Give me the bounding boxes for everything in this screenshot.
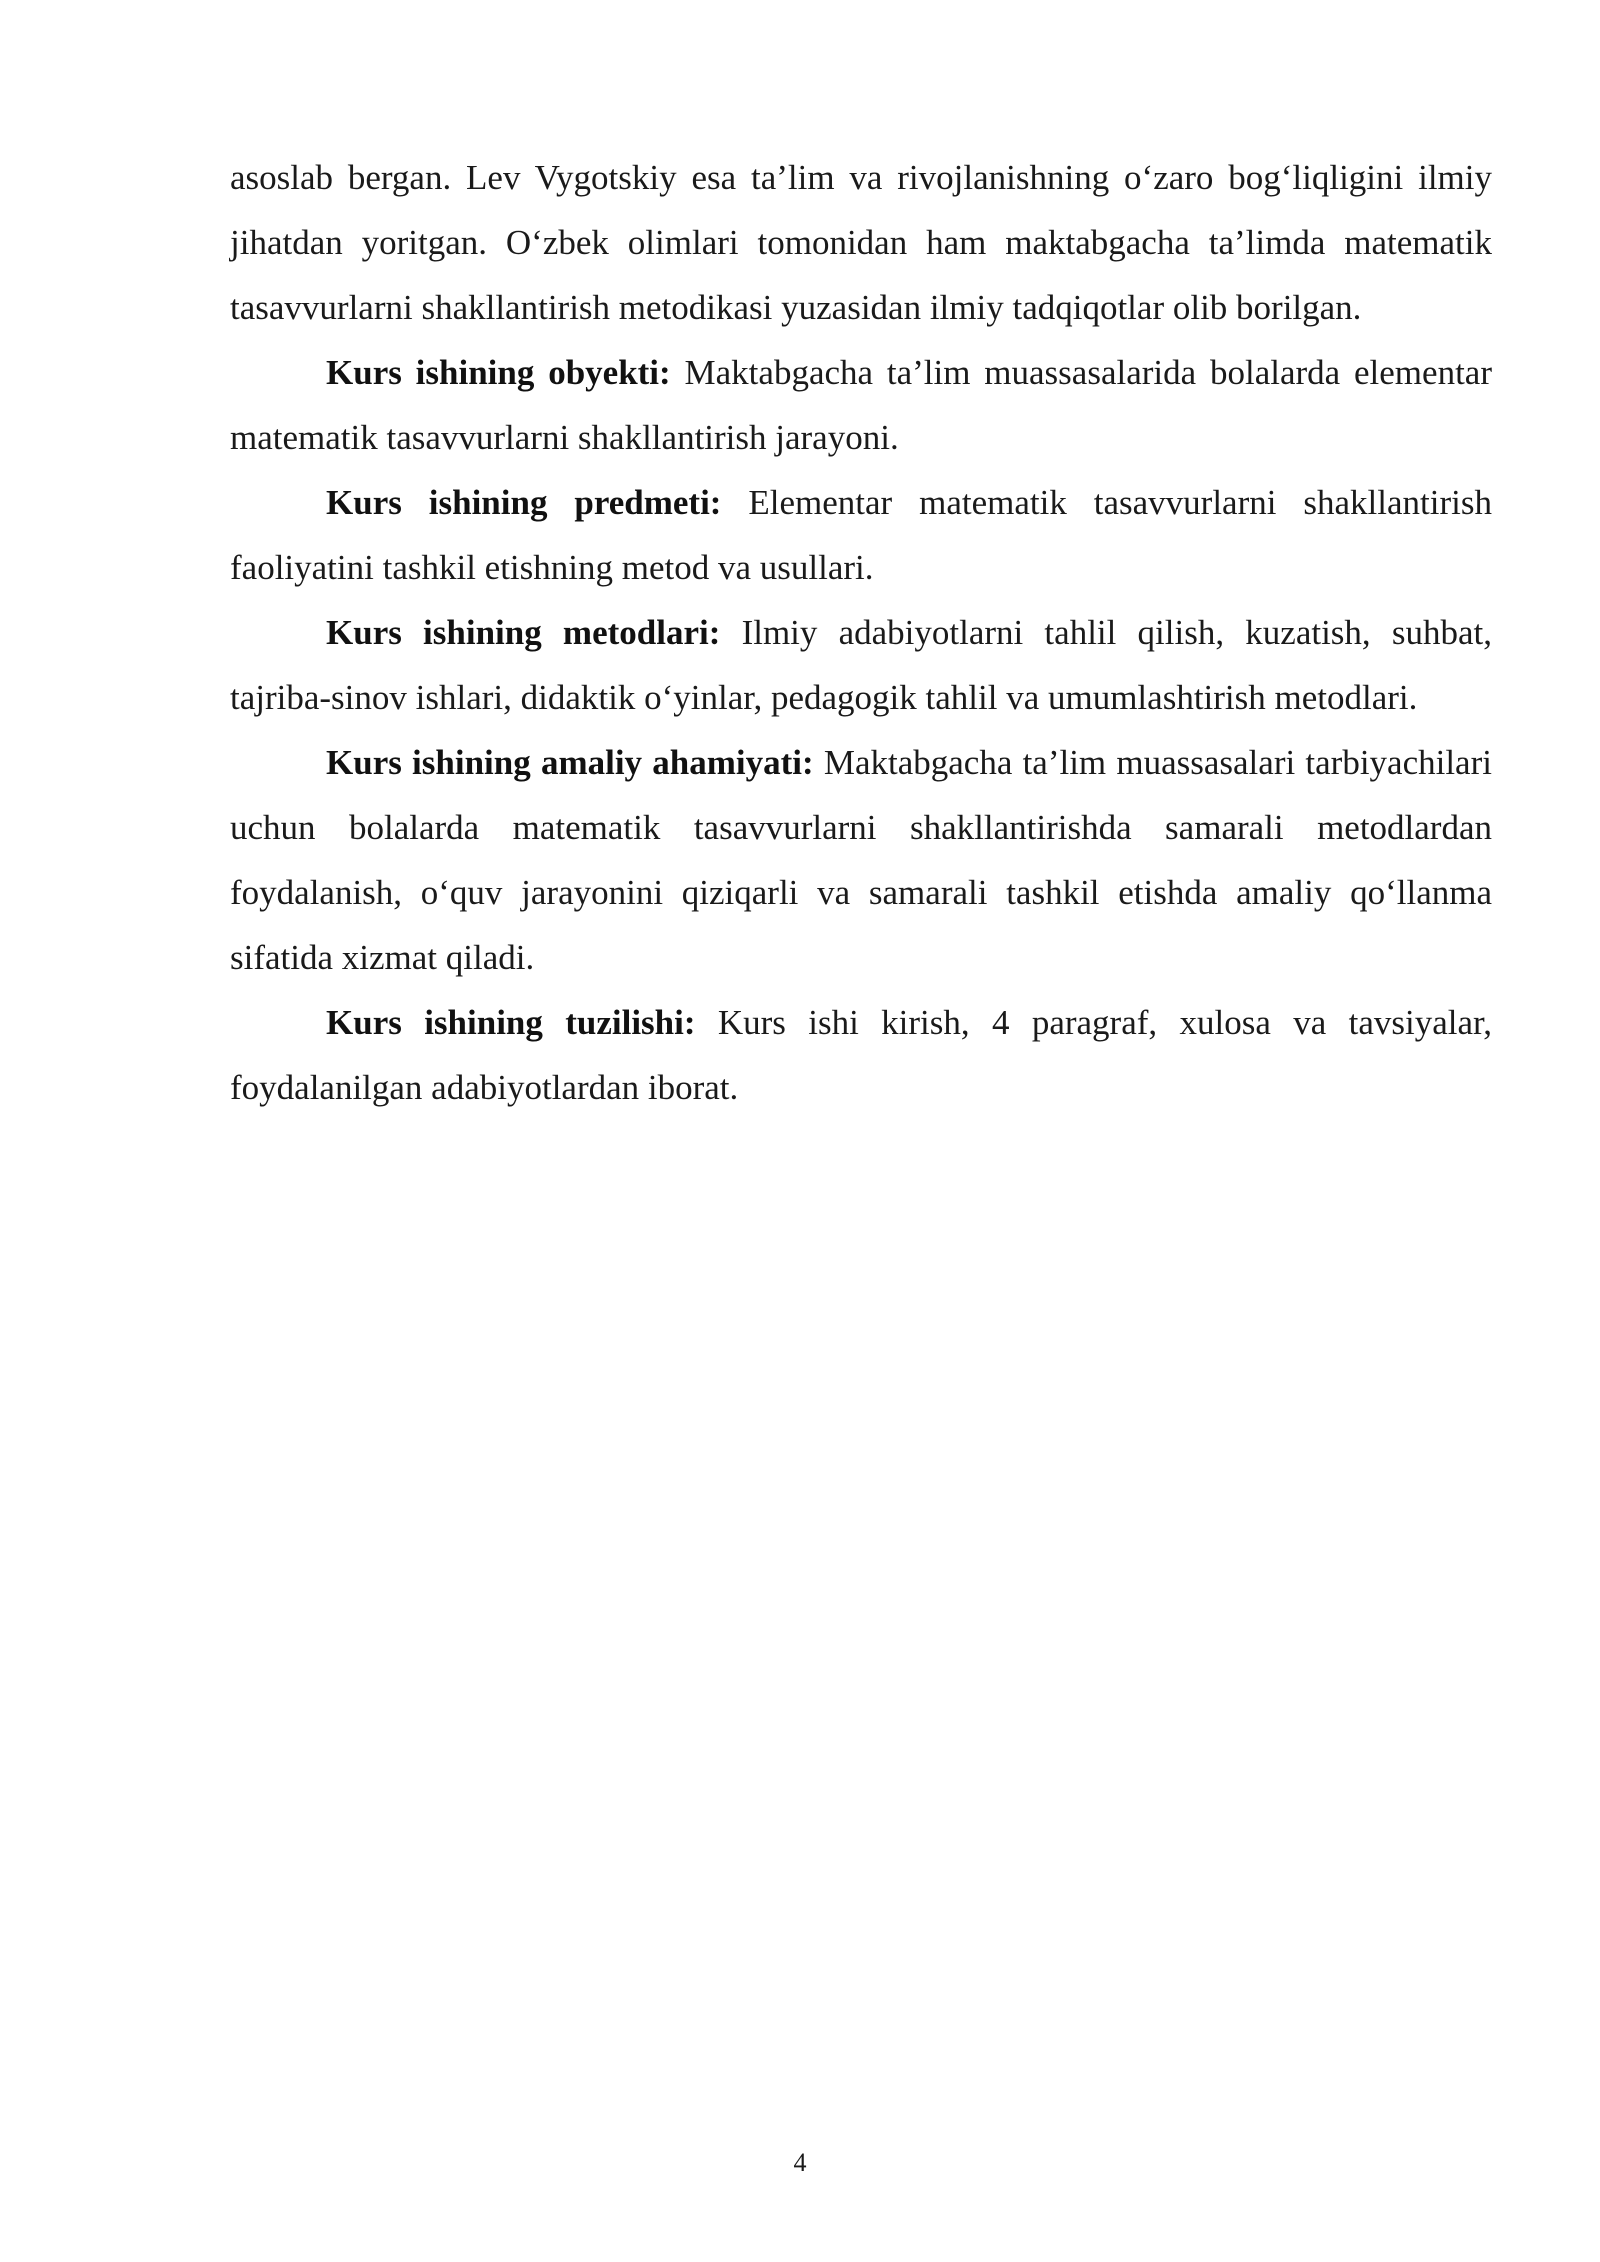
page-number: 4 bbox=[793, 2148, 807, 2177]
section-object-text: Maktabgacha ta’lim muassasalarida bolalarda elementar matematik tasavvurlarni shakllantirish jarayoni. bbox=[230, 353, 1492, 457]
section-practical-significance-label: Kurs ishining amaliy ahamiyati: bbox=[326, 743, 814, 782]
page-body bbox=[230, 145, 1492, 1120]
section-subject-text: Elementar matematik tasavvurlarni shakllantirish faoliyatini tashkil etishning metod va usullari. bbox=[230, 483, 1492, 587]
section-subject bbox=[230, 470, 1492, 600]
section-practical-significance-text: Maktabgacha ta’lim muassasalari tarbiyachilari uchun bolalarda matematik tasavvurlarni shakllantirishda samarali metodlardan foydalanish, o‘quv jarayonini qiziqarli va samarali tashkil etishda amaliy qo‘llanma sifatida xizmat qiladi. bbox=[230, 743, 1492, 977]
intro-paragraph: asoslab bergan. Lev Vygotskiy esa ta’lim va rivojlanishning o‘zaro bog‘liqligini ilmiy jihatdan yoritgan. O‘zbek olimlari tomonidan ham maktabgacha ta’limda matematik tasavvurlarni shakllantirish metodikasi yuzasidan ilmiy tadqiqotlar olib borilgan. bbox=[230, 158, 1492, 327]
section-structure-label: Kurs ishining tuzilishi: bbox=[326, 1003, 696, 1042]
section-methods-text: Ilmiy adabiyotlarni tahlil qilish, kuzatish, suhbat, tajriba-sinov ishlari, didaktik o‘yinlar, pedagogik tahlil va umumlashtirish metodlari. bbox=[230, 613, 1492, 717]
section-structure-text: Kurs ishi kirish, 4 paragraf, xulosa va tavsiyalar, foydalanilgan adabiyotlardan iborat. bbox=[230, 1003, 1492, 1107]
section-practical-significance bbox=[230, 730, 1492, 990]
section-structure bbox=[230, 990, 1492, 1120]
section-object bbox=[230, 340, 1492, 470]
section-subject-label: Kurs ishining predmeti: bbox=[326, 483, 722, 522]
section-methods bbox=[230, 600, 1492, 730]
section-methods-label: Kurs ishining metodlari: bbox=[326, 613, 721, 652]
section-object-label: Kurs ishining obyekti: bbox=[326, 353, 671, 392]
